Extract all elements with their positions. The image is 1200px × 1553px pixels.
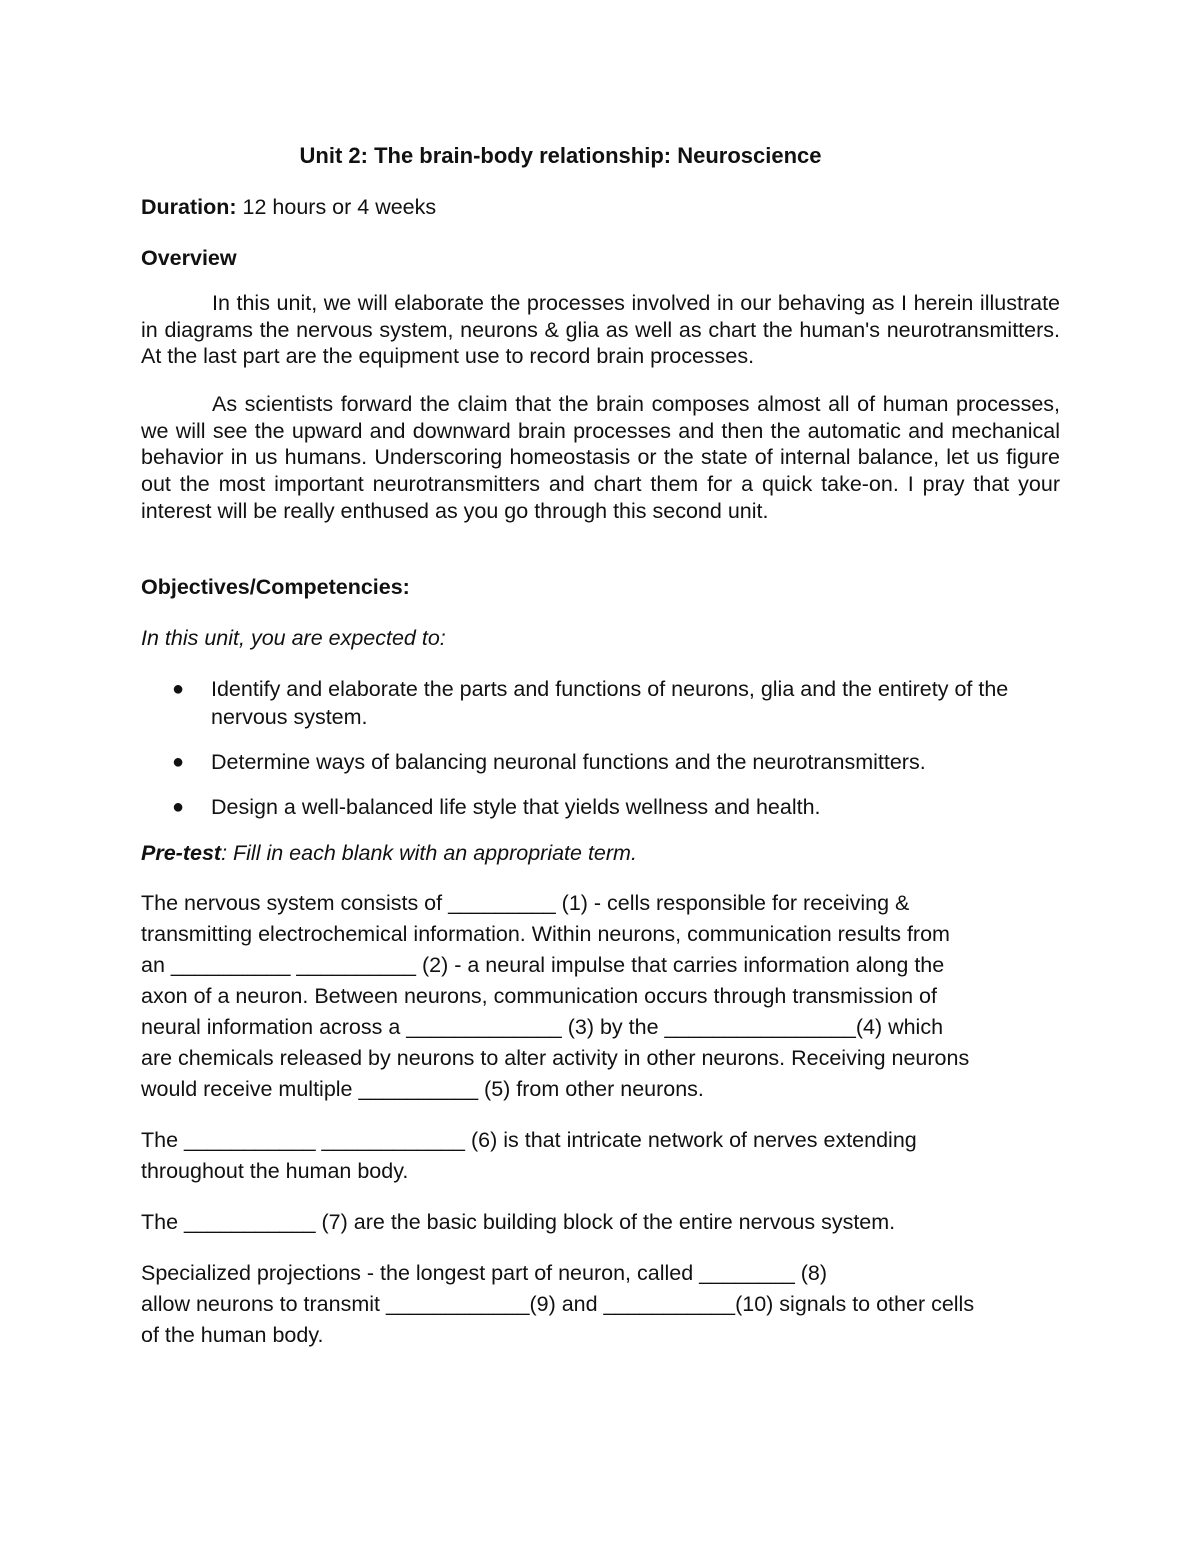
pretest-line: throughout the human body. bbox=[141, 1159, 409, 1183]
pretest-line: The ___________ (7) are the basic building block of the entire nervous system. bbox=[141, 1210, 896, 1234]
bullet-icon: ● bbox=[172, 678, 185, 700]
bullet-icon: ● bbox=[172, 796, 185, 818]
pretest-paragraph-2 bbox=[141, 1125, 1060, 1187]
list-item bbox=[141, 748, 1060, 776]
objective-text: Design a well-balanced life style that yields wellness and health. bbox=[211, 795, 821, 819]
pretest-line: The nervous system consists of _________ (1) - cells responsible for receiving & bbox=[141, 891, 910, 915]
pretest-line: neural information across a _____________ (3) by the ________________(4) which bbox=[141, 1015, 944, 1039]
pretest-paragraph-3 bbox=[141, 1207, 1060, 1238]
pretest-line: The ___________ ____________ (6) is that intricate network of nerves extending bbox=[141, 1128, 917, 1152]
overview-heading: Overview bbox=[141, 246, 237, 270]
objectives-heading: Objectives/Competencies: bbox=[141, 575, 410, 599]
pretest-instruction-line bbox=[141, 839, 1060, 867]
overview-paragraph-1: In this unit, we will elaborate the processes involved in our behaving as I herein illustrate in diagrams the nervous system, neurons & glia as well as chart the human's neurotransmitters. At the last part are the equipment use to record brain processes. bbox=[141, 291, 1060, 369]
list-item bbox=[141, 793, 1060, 821]
duration-line bbox=[141, 193, 1060, 221]
bullet-icon: ● bbox=[172, 751, 185, 773]
pretest-line: are chemicals released by neurons to alter activity in other neurons. Receiving neurons bbox=[141, 1046, 970, 1070]
pretest-line: transmitting electrochemical information. Within neurons, communication results from bbox=[141, 922, 950, 946]
pretest-label: Pre-test bbox=[141, 841, 222, 865]
objective-text: Determine ways of balancing neuronal functions and the neurotransmitters. bbox=[211, 750, 926, 774]
objectives-intro: In this unit, you are expected to: bbox=[141, 626, 446, 650]
duration-label: Duration: bbox=[141, 195, 237, 219]
pretest-line: of the human body. bbox=[141, 1323, 324, 1347]
list-item bbox=[141, 675, 1060, 731]
overview-paragraph-2: As scientists forward the claim that the brain composes almost all of human processes, we will see the upward and downward brain processes and then the automatic and mechanical behavior in us humans. Underscoring homeostasis or the state of internal balance, let us figure out the most important neurotransmitters and chart them for a quick take-on. I pray that your interest will be really enthused as you go through this second unit. bbox=[141, 392, 1060, 523]
duration-value: 12 hours or 4 weeks bbox=[242, 195, 437, 219]
pretest-paragraph-1 bbox=[141, 888, 1060, 1105]
page-title: Unit 2: The brain-body relationship: Neuroscience bbox=[299, 143, 822, 168]
pretest-line: Specialized projections - the longest part of neuron, called ________ (8) bbox=[141, 1261, 828, 1285]
pretest-line: allow neurons to transmit ____________(9) and ___________(10) signals to other cells bbox=[141, 1292, 975, 1316]
objective-text: Identify and elaborate the parts and functions of neurons, glia and the entirety of the nervous system. bbox=[211, 677, 1009, 729]
pretest-instruction: : Fill in each blank with an appropriate term. bbox=[221, 841, 637, 865]
pretest-line: axon of a neuron. Between neurons, communication occurs through transmission of bbox=[141, 984, 937, 1008]
pretest-line: would receive multiple __________ (5) from other neurons. bbox=[141, 1077, 704, 1101]
pretest-paragraph-4 bbox=[141, 1258, 1060, 1351]
pretest-line: an __________ __________ (2) - a neural impulse that carries information along the bbox=[141, 953, 945, 977]
